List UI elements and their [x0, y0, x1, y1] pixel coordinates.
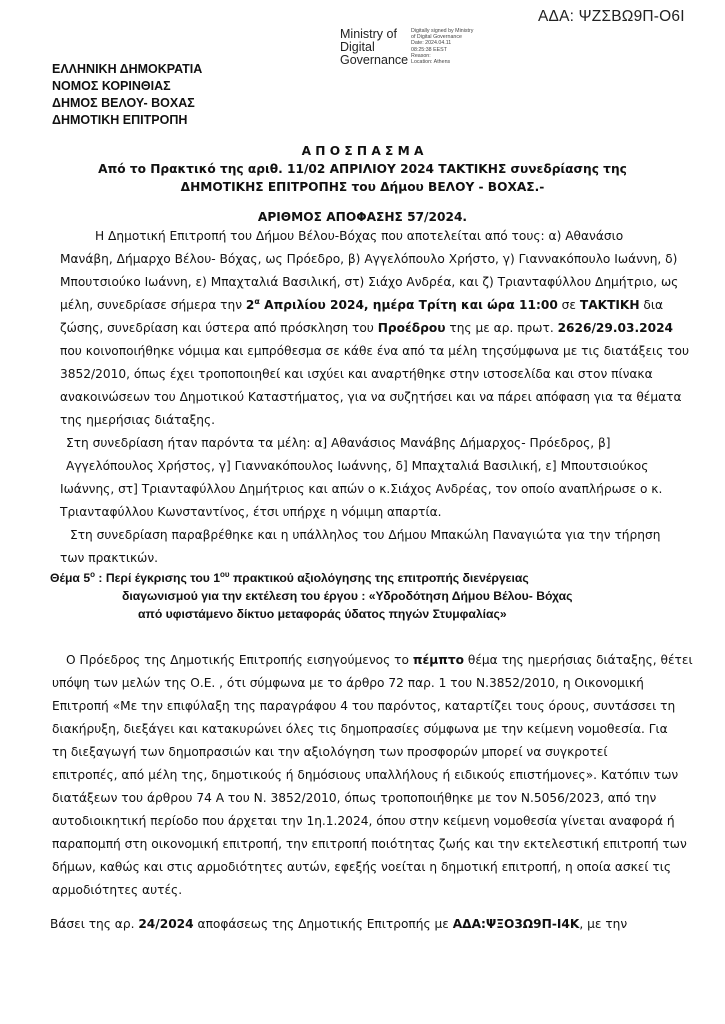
signature-meta-line: of Digital Governance [411, 34, 462, 41]
para2-line: Τριανταφύλλου Κωνσταντίνος, έτσι υπήρχε η νόμιμη απαρτία. [60, 505, 442, 519]
para4-line: αρμοδιότητες αυτές. [52, 883, 183, 897]
para5-line: Βάσει της αρ. 24/2024 αποφάσεως της Δημοτικής Επιτροπής με ΑΔΑ:ΨΞΟ3Ω9Π-Ι4Κ, με την [50, 917, 628, 931]
para4-line: αυτοδιοικητική περίοδο που άρχεται την 1η.1.2024, όπου στην κείμενη νομοθεσία γίνεται αναφορά ή [52, 814, 675, 828]
para1-line: 3852/2010, όπως έχει τροποποιηθεί και ισχύει και αναρτήθηκε στην ιστοσελίδα και στον πίνακα [60, 367, 653, 381]
president-label: Προέδρου [377, 321, 446, 335]
agenda-item-title: Περί έγκρισης του $1^{o\upsilon}$ πρακτικού αξιολόγησης της επιτροπής διενέργειας [105, 570, 529, 585]
signature-meta-line: Digitally signed by Ministry [411, 28, 474, 34]
header-line: ΔΗΜΟΤΙΚΗ ΕΠΙΤΡΟΠΗ [52, 113, 188, 127]
decision-ref: 24/2024 [138, 917, 194, 931]
agenda-item-label: Θέμα $5^o$ [50, 570, 95, 585]
signature-meta-line: Date: 2024.04.11 [411, 40, 452, 47]
decision-number: ΑΡΙΘΜΟΣ ΑΠΟΦΑΣΗΣ 57/2024. [257, 210, 468, 224]
header-line: ΕΛΛΗΝΙΚΗ ΔΗΜΟΚΡΑΤΙΑ [52, 62, 203, 76]
meeting-type: ΤΑΚΤΙΚΗ [579, 298, 640, 312]
para4-line: παραπομπή στη οικονομική επιτροπή, την επιτροπή ποιότητας ζωής και την εκτελεστική επιτροπή των [52, 837, 687, 851]
text: δια [639, 298, 664, 312]
signature-meta [411, 28, 473, 65]
text: μέλη, συνεδρίασε σήμερα την [60, 298, 246, 312]
apospasma-title: Α Π Ο Σ Π Α Σ Μ Α [301, 144, 424, 158]
para2-line: Ιωάννης, στ] Τριανταφύλλου Δημήτριος και απών ο κ.Σιάχος Ανδρέας, τον οποίο αναπλήρωσε ο κ. [60, 482, 663, 496]
text: ζώσης, συνεδρίαση και ύστερα από πρόσκληση του [60, 321, 378, 335]
title-line-2: ΔΗΜΟΤΙΚΗΣ ΕΠΙΤΡΟΠΗΣ του Δήμου ΒΕΛΟΥ - ΒΟΧΑΣ.- [180, 180, 545, 194]
para2-line: Αγγελόπουλος Χρήστος, γ] Γιαννακόπουλος Ιωάννης, δ] Μπαχταλιά Βασιλική, ε] Μπουτσιούκος [66, 459, 649, 473]
para3-line: των πρακτικών. [60, 551, 159, 565]
para1-line [60, 298, 663, 312]
signature-meta-line: Reason: [411, 52, 431, 59]
ordinal-fifth: πέμπτο [412, 653, 464, 667]
para4-line: υπόψη των μελών της Ο.Ε. , ότι σύμφωνα με το άρθρο 72 παρ. 1 του Ν.3852/2010, η Οικονομική [52, 676, 644, 690]
ada-ref: ΑΔΑ:ΨΞΟ3Ω9Π-Ι4Κ [452, 917, 580, 931]
header-line: ΝΟΜΟΣ ΚΟΡΙΝΘΙΑΣ [52, 79, 171, 93]
para4-line: δήμων, καθώς και στις αρμοδιότητες αυτών, εφεξής νοείται η δημοτική επιτροπή, η οποία ασκεί τις [52, 860, 671, 874]
title-line-1: Από το Πρακτικό της αριθ. 11/02 ΑΠΡΙΛΙΟΥ 2024 ΤΑΚΤΙΚΗΣ συνεδρίασης της [98, 162, 627, 176]
signature-org-line: Digital [340, 40, 375, 54]
para4-line: τη διεξαγωγή των δημοπρασιών και την αξιολόγηση των προσφορών μπορεί να συγκροτεί [52, 745, 608, 759]
protocol-number: 2626/29.03.2024 [557, 321, 674, 335]
agenda-item-heading: Θέμα $5^o$ : Περί έγκρισης του $1^{o\upsilon}$ πρακτικού αξιολόγησης της επιτροπής διενέργειας [50, 570, 529, 585]
para4-line: Επιτροπή «Με την επιφύλαξη της παραγράφου 4 του παρόντος, καταρτίζει τους όρους, συντάσσει τη [52, 699, 676, 713]
meeting-date: $2^\alpha$ Απριλίου 2024, ημέρα Τρίτη και ώρα 11:00 [245, 297, 558, 312]
signature-org-line: Governance [340, 53, 409, 67]
signature-org [340, 28, 408, 67]
agenda-item-title-line: από υφιστάμενο δίκτυο μεταφοράς ύδατος πηγών Στυμφαλίας» [138, 607, 507, 621]
ada-code: ΑΔΑ: ΨΖΣΒΩ9Π-Ο6Ι [538, 8, 685, 25]
para4-line: διατάξεων του άρθρου 74 Α του Ν. 3852/2010, όπως τροποποιήθηκε με τον Ν.5056/2023, από την [52, 791, 657, 805]
signature-meta-line: Location: Athens [411, 59, 451, 66]
para1-line: που κοινοποιήθηκε νόμιμα και εμπρόθεσμα σε κάθε ένα από τα μέλη τηςσύμφωνα με τις διατάξεις του [60, 344, 690, 358]
header-line: ΔΗΜΟΣ ΒΕΛΟΥ- ΒΟΧΑΣ [52, 96, 195, 110]
text: σε [557, 298, 580, 312]
para4-line: Ο Πρόεδρος της Δημοτικής Επιτροπής εισηγούμενος το πέμπτο θέμα της ημερήσιας διάταξης, θέτει [66, 653, 693, 667]
para1-line [60, 321, 673, 335]
signature-org-line: Ministry of [340, 27, 397, 41]
para3-line: Στη συνεδρίαση παραβρέθηκε και η υπάλληλος του Δήμου Μπακώλη Παναγιώτα για την τήρηση [70, 528, 661, 542]
para4-line: διακήρυξη, διεξάγει και κατακυρώνει όλες τις δημοπρασίες σύμφωνα με την κείμενη νομοθεσία. Για [52, 722, 668, 736]
signature-meta-line: 08:25:38 EEST [411, 46, 447, 53]
para1-line: Μανάβη, Δήμαρχο Βέλου- Βόχας, ως Πρόεδρο, β) Αγγελόπουλο Χρήστο, γ) Γιαννακόπουλο Ιωάννη, δ) [60, 252, 678, 266]
para2-line: Στη συνεδρίαση ήταν παρόντα τα μέλη: α] Αθανάσιος Μανάβης Δήμαρχος- Πρόεδρος, β] [66, 436, 611, 450]
para1-line: ανακοινώσεων του Δημοτικού Καταστήματος, για να συζητήσει και να πάρει απόφαση για τα θέματα [60, 390, 682, 404]
para4-line: επιτροπές, από μέλη της, δημοτικούς ή δημόσιους υπαλλήλους ή ειδικούς επιστήμονες». Κατόπιν των [52, 768, 679, 782]
agenda-item-title-line: διαγωνισμού για την εκτέλεση του έργου : «Υδροδότηση Δήμου Βέλου- Βόχας [122, 589, 573, 603]
para1-line: Η Δημοτική Επιτροπή του Δήμου Βέλου-Βόχας που αποτελείται από τους: α) Αθανάσιο [95, 229, 624, 243]
para1-line: της ημερήσιας διάταξης. [60, 413, 216, 427]
para1-line: Μπουτσιούκο Ιωάννη, ε) Μπαχταλιά Βασιλική, στ) Σιάχο Ανδρέα, και ζ) Τριανταφύλλου Δημήτριο, ως [60, 275, 679, 289]
text: της με αρ. πρωτ. [445, 321, 558, 335]
issuer-header [52, 61, 202, 129]
